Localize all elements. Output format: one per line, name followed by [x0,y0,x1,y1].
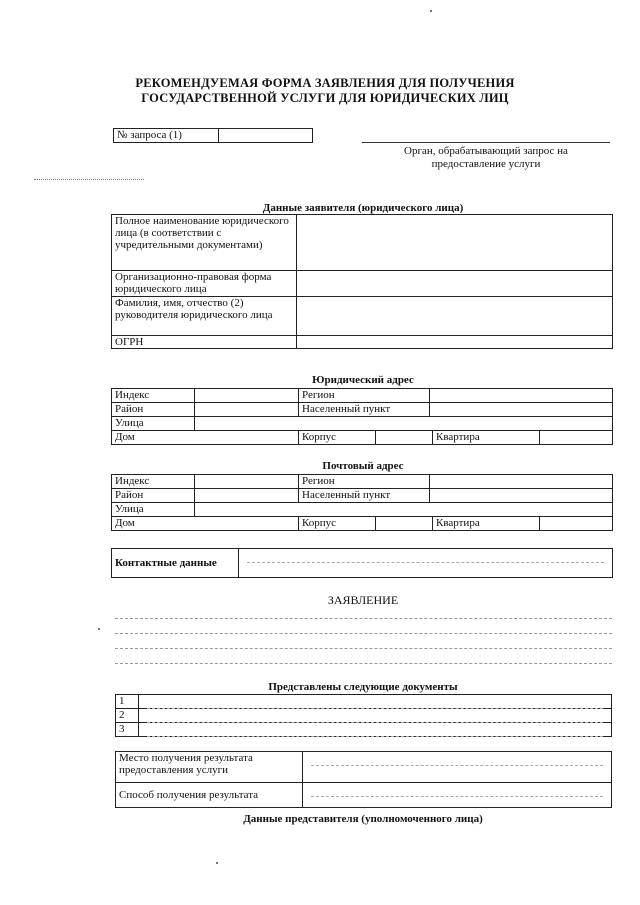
legal-index-label: Индекс [112,389,195,403]
legal-region-field[interactable] [430,389,613,403]
documents-row-number: 1 [116,695,139,709]
legal-locality-field[interactable] [430,403,613,417]
postal-district-field[interactable] [195,489,299,503]
contacts-field[interactable] [239,549,613,578]
postal-district-label: Район [112,489,195,503]
applicant-legal-form-label: Организационно-правовая форма юридического лица [112,271,297,297]
applicant-full-name-field[interactable] [297,215,613,271]
applicant-row-ogrn [112,336,613,349]
postal-locality-label: Населенный пункт [299,489,430,503]
legal-region-label: Регион [299,389,430,403]
documents-row-1 [116,695,612,709]
legal-house-cell[interactable] [112,431,299,445]
postal-region-label: Регион [299,475,430,489]
applicant-row-full-name [112,215,613,271]
postal-building-field[interactable] [376,517,433,530]
result-place-label: Место получения результата предоставления услуги [116,752,303,783]
documents-row-2 [116,709,612,723]
result-place-field[interactable] [303,752,612,783]
legal-street-label: Улица [112,417,195,431]
postal-locality-field[interactable] [430,489,613,503]
statement-line-2[interactable] [115,633,612,634]
legal-district-label: Район [112,403,195,417]
legal-address-table [111,388,613,445]
documents-row-number: 3 [116,723,139,737]
legal-index-field[interactable] [195,389,299,403]
scan-speck [98,628,100,630]
representative-heading: Данные представителя (уполномоченного лица) [243,813,483,825]
request-number-field[interactable] [219,129,313,143]
documents-row-field[interactable] [139,695,612,709]
postal-apartment-field[interactable] [540,517,613,530]
request-number-table [113,128,313,143]
documents-row-field[interactable] [139,709,612,723]
postal-house-label: Дом [115,517,135,529]
documents-table [115,694,612,737]
postal-address-heading: Почтовый адрес [322,460,404,472]
postal-house-cell[interactable] [112,517,299,531]
scan-speck [430,10,432,12]
result-method-field[interactable] [303,783,612,808]
scan-speck [216,862,218,864]
applicant-row-legal-form [112,271,613,297]
postal-index-label: Индекс [112,475,195,489]
statement-line-3[interactable] [115,648,612,649]
legal-apartment-field[interactable] [540,431,613,444]
organ-label [362,145,610,171]
legal-building-label: Корпус [299,431,376,444]
organ-label-line-1: Орган, обрабатывающий запрос на [404,145,568,157]
postal-region-field[interactable] [430,475,613,489]
documents-heading: Представлены следующие документы [268,681,458,693]
contacts-label: Контактные данные [112,549,239,578]
documents-row-field[interactable] [139,723,612,737]
applicant-ogrn-field[interactable] [297,336,613,349]
applicant-row-director [112,297,613,336]
documents-row-number: 2 [116,709,139,723]
organ-label-line-2: предоставление услуги [431,158,541,170]
applicant-legal-form-field[interactable] [297,271,613,297]
postal-address-table [111,474,613,531]
form-title [120,76,530,106]
applicant-director-field[interactable] [297,297,613,336]
request-number-label: № запроса (1) [114,129,219,143]
postal-street-label: Улица [112,503,195,517]
statement-heading: ЗАЯВЛЕНИЕ [327,593,399,607]
organ-signature-line[interactable] [362,142,610,143]
result-table [115,751,612,808]
legal-building-field[interactable] [376,431,433,444]
postal-index-field[interactable] [195,475,299,489]
statement-line-1[interactable] [115,618,612,619]
result-method-label: Способ получения результата [116,783,303,808]
legal-street-field[interactable] [195,417,613,431]
applicant-director-label: Фамилия, имя, отчество (2) руководителя юридического лица [112,297,297,336]
applicant-section-heading: Данные заявителя (юридического лица) [262,202,464,214]
postal-street-field[interactable] [195,503,613,517]
postal-apartment-label: Квартира [433,517,540,530]
legal-district-field[interactable] [195,403,299,417]
postal-building-label: Корпус [299,517,376,530]
contacts-table [111,548,613,578]
legal-address-heading: Юридический адрес [312,374,414,386]
documents-row-3 [116,723,612,737]
form-title-line-2: ГОСУДАРСТВЕННОЙ УСЛУГИ ДЛЯ ЮРИДИЧЕСКИХ ЛИЦ [141,91,509,105]
legal-house-label: Дом [115,431,135,443]
legal-apartment-label: Квартира [433,431,540,444]
applicant-table [111,214,613,349]
statement-line-4[interactable] [115,663,612,664]
legal-locality-label: Населенный пункт [299,403,430,417]
applicant-full-name-label: Полное наименование юридического лица (в соответствии с учредительными документами) [112,215,297,271]
form-title-line-1: РЕКОМЕНДУЕМАЯ ФОРМА ЗАЯВЛЕНИЯ ДЛЯ ПОЛУЧЕНИЯ [135,76,515,90]
scan-artifact-line [34,179,144,180]
applicant-ogrn-label: ОГРН [112,336,297,349]
